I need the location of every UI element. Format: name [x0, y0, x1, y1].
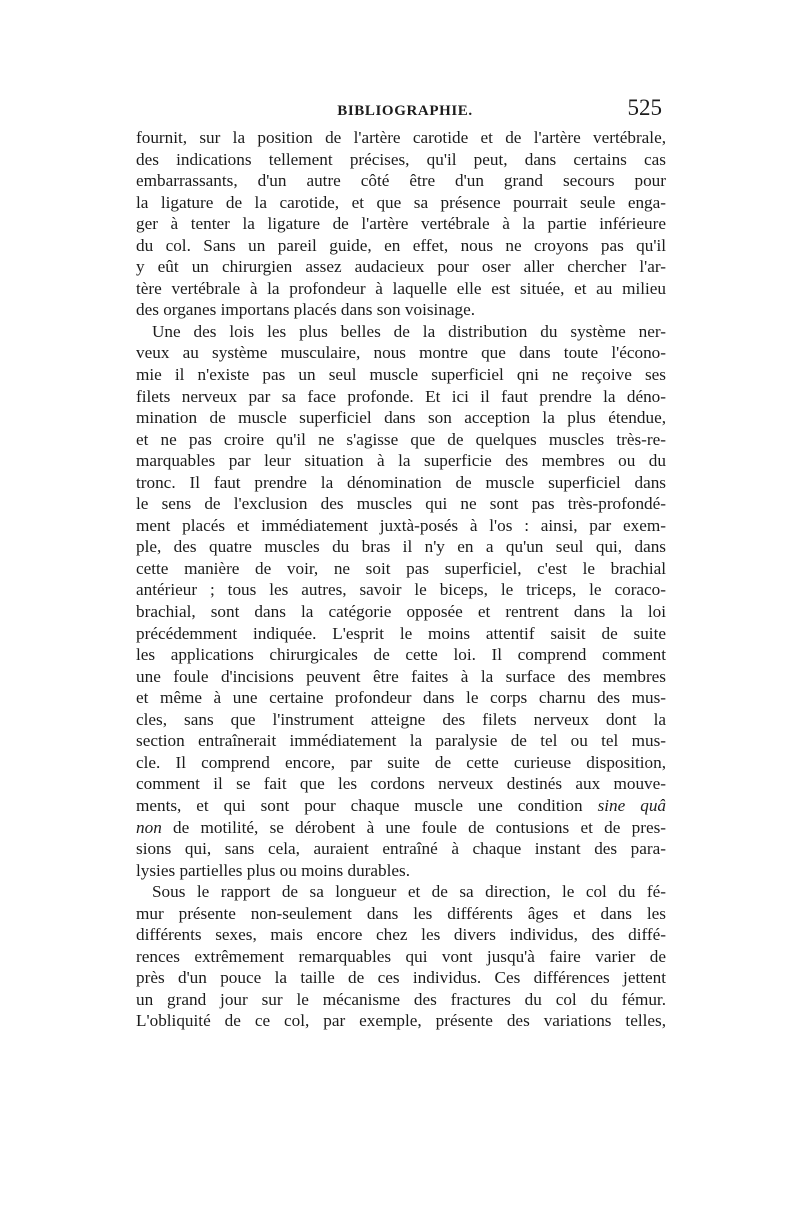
- text-line: [136, 170, 666, 192]
- book-page: [136, 95, 666, 1032]
- text-line: [136, 967, 666, 989]
- running-title: BIBLIOGRAPHIE.: [337, 103, 473, 119]
- line-text: et ne pas croire qu'il ne s'agisse que de quelques muscles très-re-: [136, 429, 666, 449]
- text-line: [136, 601, 666, 623]
- line-text: tronc. Il faut prendre la dénomination de muscle superficiel dans: [136, 472, 666, 492]
- line-text: brachial, sont dans la catégorie opposée et rentrent dans la loi: [136, 602, 666, 622]
- text-line: [136, 579, 666, 601]
- line-text: rences extrêmement remarquables qui vont jusqu'à faire varier de: [136, 946, 666, 966]
- line-text: cle. Il comprend encore, par suite de cette curieuse disposition,: [136, 752, 666, 772]
- text-line: [136, 989, 666, 1011]
- text-line: [136, 860, 666, 882]
- text-line: [136, 342, 666, 364]
- text-line: [136, 709, 666, 731]
- line-text: des organes importans placés dans son voisinage.: [136, 300, 476, 320]
- text-line: [136, 256, 666, 278]
- line-text: ple, des quatre muscles du bras il n'y en a qu'un seul qui, dans: [136, 537, 666, 557]
- line-text: Une des lois les plus belles de la distribution du système ner-: [152, 321, 666, 341]
- line-text: du col. Sans un pareil guide, en effet, nous ne croyons pas qu'il: [136, 235, 666, 255]
- text-line: [136, 838, 666, 860]
- line-text: ger à tenter la ligature de l'artère vertébrale à la partie inférieure: [136, 214, 666, 234]
- text-line: [136, 321, 666, 343]
- text-line: [136, 730, 666, 752]
- line-text: fournit, sur la position de l'artère carotide et de l'artère vertébrale,: [136, 128, 666, 147]
- line-text: sions qui, sans cela, auraient entraîné à chaque instant des para-: [136, 839, 666, 859]
- line-text: un grand jour sur le mécanisme des fractures du col du fémur.: [136, 989, 666, 1009]
- line-text: ments, et qui sont pour chaque muscle une condition: [136, 795, 598, 815]
- text-line: [136, 299, 666, 321]
- text-line: [136, 235, 666, 257]
- line-text: des indications tellement précises, qu'il peut, dans certains cas: [136, 149, 666, 169]
- text-line: [136, 515, 666, 537]
- line-text: section entraînerait immédiatement la paralysie de tel ou tel mus-: [136, 731, 666, 751]
- line-text: lysies partielles plus ou moins durables.: [136, 860, 411, 880]
- text-line: [136, 450, 666, 472]
- italic-text: sine quâ: [597, 795, 667, 815]
- text-line: [136, 407, 666, 429]
- line-text: embarrassants, d'un autre côté être d'un grand secours pour: [136, 171, 666, 191]
- line-text: comment il se fait que les cordons nerveux destinés aux mouve-: [136, 774, 666, 794]
- line-text: Sous le rapport de sa longueur et de sa direction, le col du fé-: [152, 882, 666, 902]
- text-line: [136, 666, 666, 688]
- line-text: ment placés et immédiatement juxtà-posés à l'os : ainsi, par exem-: [136, 515, 666, 535]
- line-text: la ligature de la carotide, et que sa présence pourrait seule enga-: [136, 192, 666, 212]
- line-text: filets nerveux par sa face profonde. Et ici il faut prendre la déno-: [136, 386, 666, 406]
- line-text: tère vertébrale à la profondeur à laquelle elle est située, et au milieu: [136, 278, 666, 298]
- text-line: [136, 278, 666, 300]
- line-text: L'obliquité de ce col, par exemple, présente des variations telles,: [136, 1011, 666, 1031]
- line-text: y eût un chirurgien assez audacieux pour oser aller chercher l'ar-: [136, 257, 666, 277]
- line-text: cles, sans que l'instrument atteigne des filets nerveux dont la: [136, 709, 666, 729]
- text-line: [136, 924, 666, 946]
- line-text: précédemment indiquée. L'esprit le moins attentif saisit de suite: [136, 623, 666, 643]
- text-line: [136, 773, 666, 795]
- text-line: [136, 558, 666, 580]
- text-line: [136, 536, 666, 558]
- text-line: [136, 946, 666, 968]
- text-line: [136, 644, 666, 666]
- running-head: [136, 95, 666, 125]
- line-text: de motilité, se dérobent à une foule de contusions et de pres-: [161, 817, 666, 837]
- line-text: le sens de l'exclusion des muscles qui ne sont pas très-profondé-: [136, 494, 666, 514]
- line-text: une foule d'incisions peuvent être faites à la surface des membres: [136, 666, 666, 686]
- text-line: [136, 472, 666, 494]
- text-line: [136, 752, 666, 774]
- page-number: 525: [627, 95, 662, 120]
- line-text: veux au système musculaire, nous montre que dans toute l'écono-: [136, 343, 666, 363]
- text-line: [136, 1010, 666, 1032]
- text-line: [136, 623, 666, 645]
- italic-text: non: [136, 817, 162, 837]
- text-line: [136, 213, 666, 235]
- text-line: [136, 881, 666, 903]
- line-text: antérieur ; tous les autres, savoir le biceps, le triceps, le coraco-: [136, 580, 666, 600]
- line-text: cette manière de voir, ne soit pas superficiel, c'est le brachial: [136, 558, 666, 578]
- text-line: [136, 493, 666, 515]
- text-line: [136, 817, 666, 839]
- line-text: différents sexes, mais encore chez les divers individus, des diffé-: [136, 925, 666, 945]
- text-line: [136, 429, 666, 451]
- line-text: près d'un pouce la taille de ces individus. Ces différences jettent: [136, 968, 666, 988]
- text-line: [136, 192, 666, 214]
- line-text: les applications chirurgicales de cette loi. Il comprend comment: [136, 645, 666, 665]
- text-line: [136, 149, 666, 171]
- line-text: et même à une certaine profondeur dans le corps charnu des mus-: [136, 688, 666, 708]
- text-line: [136, 795, 666, 817]
- text-line: [136, 386, 666, 408]
- text-line: [136, 903, 666, 925]
- line-text: mination de muscle superficiel dans son acception la plus étendue,: [136, 408, 666, 428]
- text-line: [136, 364, 666, 386]
- line-text: mur présente non-seulement dans les différents âges et dans les: [136, 903, 666, 923]
- line-text: marquables par leur situation à la superficie des membres ou du: [136, 451, 666, 471]
- body-text: [136, 127, 666, 1032]
- line-text: mie il n'existe pas un seul muscle superficiel qni ne reçoive ses: [136, 365, 666, 385]
- text-line: [136, 687, 666, 709]
- text-line: [136, 127, 666, 149]
